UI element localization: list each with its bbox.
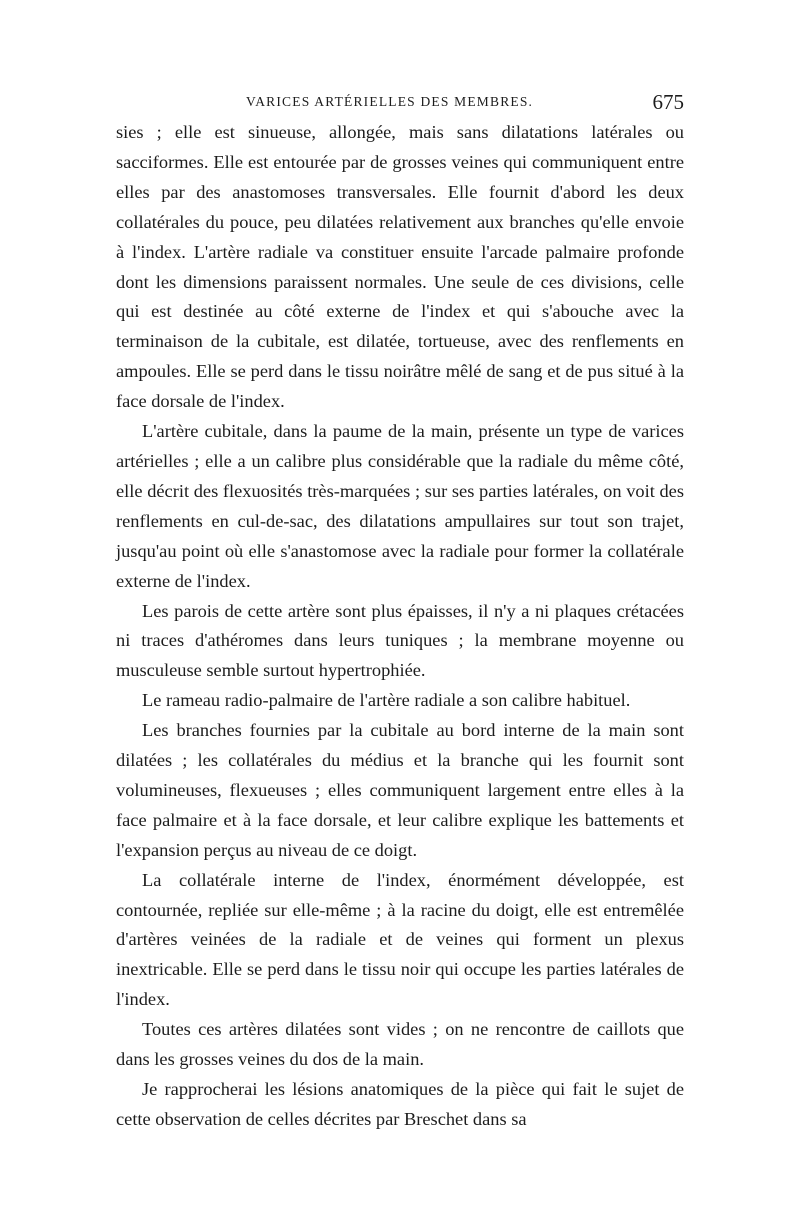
body-text: [116, 118, 684, 1135]
paragraph-cubital-artery: L'artère cubitale, dans la paume de la main, présente un type de varices artérielles ; elle a un calibre plus considérable que la radiale du même côté, elle décrit des flexuosités très-marquées ; sur ses parties latérales, on voit des renflements en cul-de-sac, des dilatations ampullaires sur tout son trajet, jusqu'au point où elle s'anastomose avec la radiale pour former la collatérale externe de l'index.: [116, 421, 684, 591]
paragraph-cubital-branches: Les branches fournies par la cubitale au bord interne de la main sont dilatées ; les collatérales du médius et la branche qui les fournit sont volumineuses, flexueuses ; elles communiquent largement entre elles à la face palmaire et à la face dorsale, et leur calibre explique les battements et l'expansion perçus au niveau de ce doigt.: [116, 720, 684, 860]
page-number: 675: [652, 90, 684, 114]
paragraph-empty-arteries: Toutes ces artères dilatées sont vides ; on ne rencontre de caillots que dans les grosses veines du dos de la main.: [116, 1019, 684, 1070]
paragraph-radio-palmar-branch: Le rameau radio-palmaire de l'artère radiale a son calibre habituel.: [142, 690, 631, 711]
paragraph-artery-walls: Les parois de cette artère sont plus épaisses, il n'y a ni plaques crétacées ni traces d'athéromes dans leurs tuniques ; la membrane moyenne ou musculeuse semble surtout hypertrophiée.: [116, 600, 684, 681]
book-page: [116, 92, 684, 1135]
paragraph-index-collateral: La collatérale interne de l'index, énormément développée, est contournée, repliée sur elle-même ; à la racine du doigt, elle est entremêlée d'artères veinées de la radiale et de veines qui forment un plexus inextricable. Elle se perd dans le tissu noir qui occupe les parties latérales de l'index.: [116, 869, 684, 1010]
paragraph-breschet-comparison: Je rapprocherai les lésions anatomiques de la pièce qui fait le sujet de cette observation de celles décrites par Breschet dans sa: [116, 1079, 684, 1129]
running-head: [116, 92, 684, 118]
running-title: VARICES ARTÉRIELLES DES MEMBRES.: [246, 94, 534, 109]
paragraph-continuation: sies ; elle est sinueuse, allongée, mais sans dilatations latérales ou sacciformes. Elle est entourée par de grosses veines qui communiquent entre elles par des anastomoses transversales. Elle fournit d'abord les deux collatérales du pouce, peu dilatées relativement aux branches qu'elle envoie à l'index. L'artère radiale va constituer ensuite l'arcade palmaire profonde dont les dimensions paraissent normales. Une seule de ces divisions, celle qui est destinée au côté externe de l'index et qui s'abouche avec la terminaison de la cubitale, est dilatée, tortueuse, avec des renflements en ampoules. Elle se perd dans le tissu noirâtre mêlé de sang et de pus situé à la face dorsale de l'index.: [116, 122, 684, 412]
